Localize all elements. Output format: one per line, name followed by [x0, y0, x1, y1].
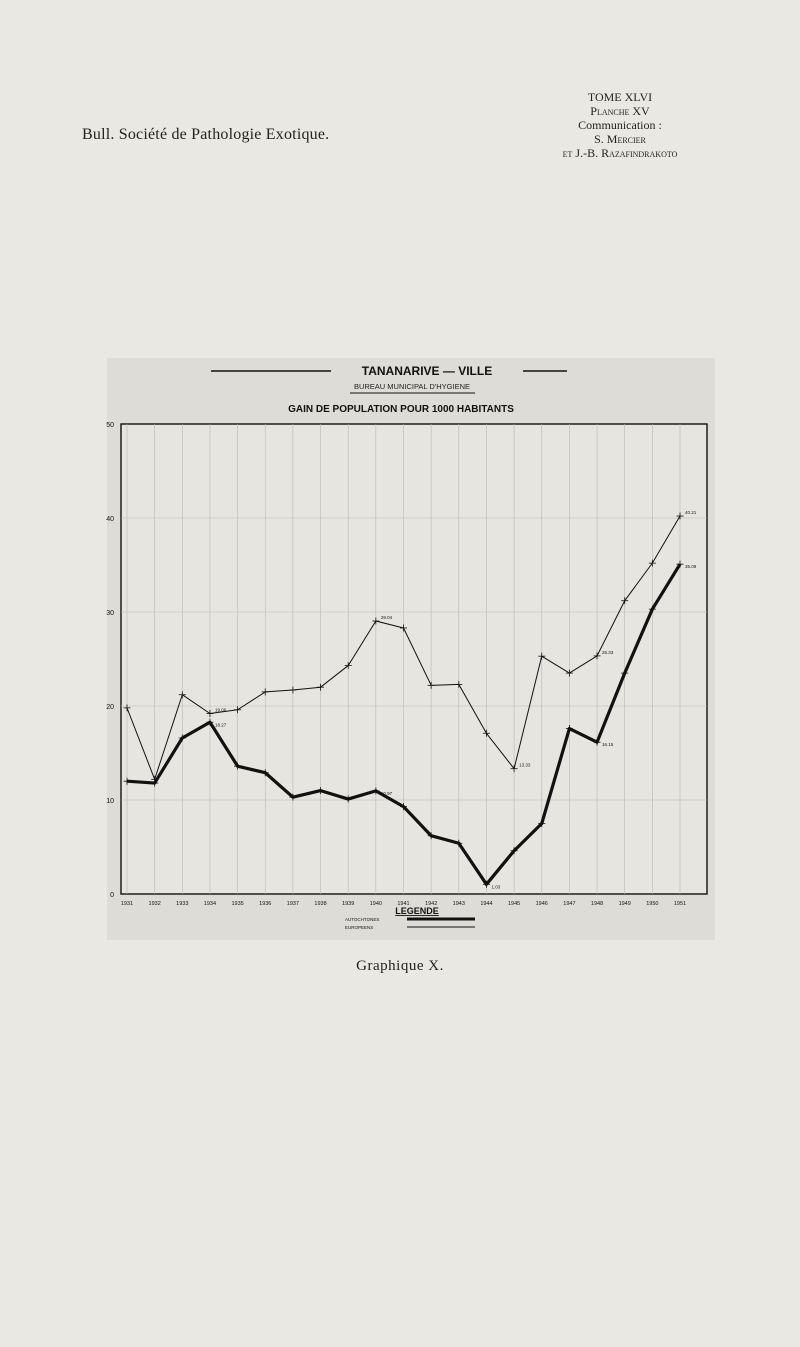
x-tick-label: 1941 [397, 901, 410, 907]
plot-frame [121, 424, 707, 894]
chart-figure [107, 358, 715, 940]
data-label: 19.06 [214, 707, 227, 713]
x-tick-label: 1946 [535, 901, 548, 907]
x-tick-label: 1933 [176, 901, 189, 907]
x-tick-label: 1949 [618, 901, 631, 907]
y-tick-label: 0 [110, 892, 114, 899]
x-tick-label: 1931 [120, 901, 134, 907]
x-tick-label: 1932 [148, 901, 161, 907]
y-tick-label: 20 [106, 704, 114, 711]
x-tick-label: 1939 [342, 901, 355, 907]
data-label: 13.33 [519, 762, 531, 768]
legend-label: EUROPEENS [345, 925, 374, 930]
population-gain-chart [107, 358, 715, 940]
x-tick-label: 1940 [369, 901, 382, 907]
x-tick-label: 1950 [646, 901, 659, 907]
data-label: 1.03 [491, 884, 501, 890]
chart-title: TANANARIVE — VILLE [361, 364, 493, 378]
x-tick-label: 1943 [452, 901, 465, 907]
x-tick-label: 1937 [286, 901, 300, 907]
data-label: 35.09 [685, 564, 697, 570]
data-label: 40.21 [685, 510, 697, 516]
x-tick-label: 1942 [425, 901, 438, 907]
data-label: 18.27 [214, 722, 227, 728]
data-label: 29.04 [380, 615, 393, 621]
chart-heading: GAIN DE POPULATION POUR 1000 HABITANTS [288, 404, 514, 415]
journal-title: Bull. Société de Pathologie Exotique. [82, 126, 330, 143]
data-label: 16.15 [602, 742, 614, 748]
x-tick-label: 1934 [203, 901, 217, 907]
x-tick-label: 1948 [590, 901, 604, 907]
x-tick-label: 1938 [314, 901, 327, 907]
legend-label: AUTOCHTONES [345, 917, 380, 922]
author-2: et J.-B. Razafindrakoto [562, 146, 678, 160]
y-tick-label: 40 [106, 516, 114, 523]
legend-title: LEGENDE [395, 906, 439, 916]
y-tick-label: 30 [106, 610, 114, 617]
plate-info [520, 90, 720, 160]
chart-body [106, 422, 707, 930]
y-tick-label: 10 [106, 798, 114, 805]
data-label: 10.97 [380, 790, 393, 796]
x-tick-label: 1947 [563, 901, 576, 907]
chart-subtitle: BUREAU MUNICIPAL D'HYGIENE [353, 382, 471, 391]
author-1: S. Mercier [594, 132, 646, 146]
x-tick-label: 1936 [259, 901, 272, 907]
x-tick-label: 1944 [480, 901, 493, 907]
x-tick-label: 1935 [231, 901, 244, 907]
planche-label: Planche XV [590, 104, 650, 118]
x-tick-label: 1945 [507, 901, 521, 907]
figure-caption: Graphique X. [356, 958, 444, 974]
tome-label: TOME XLVI [587, 90, 653, 104]
x-tick-label: 1951 [673, 901, 687, 907]
y-tick-label: 50 [106, 422, 114, 429]
communication-label: Communication : [578, 118, 662, 132]
data-label: 25.33 [602, 649, 614, 655]
